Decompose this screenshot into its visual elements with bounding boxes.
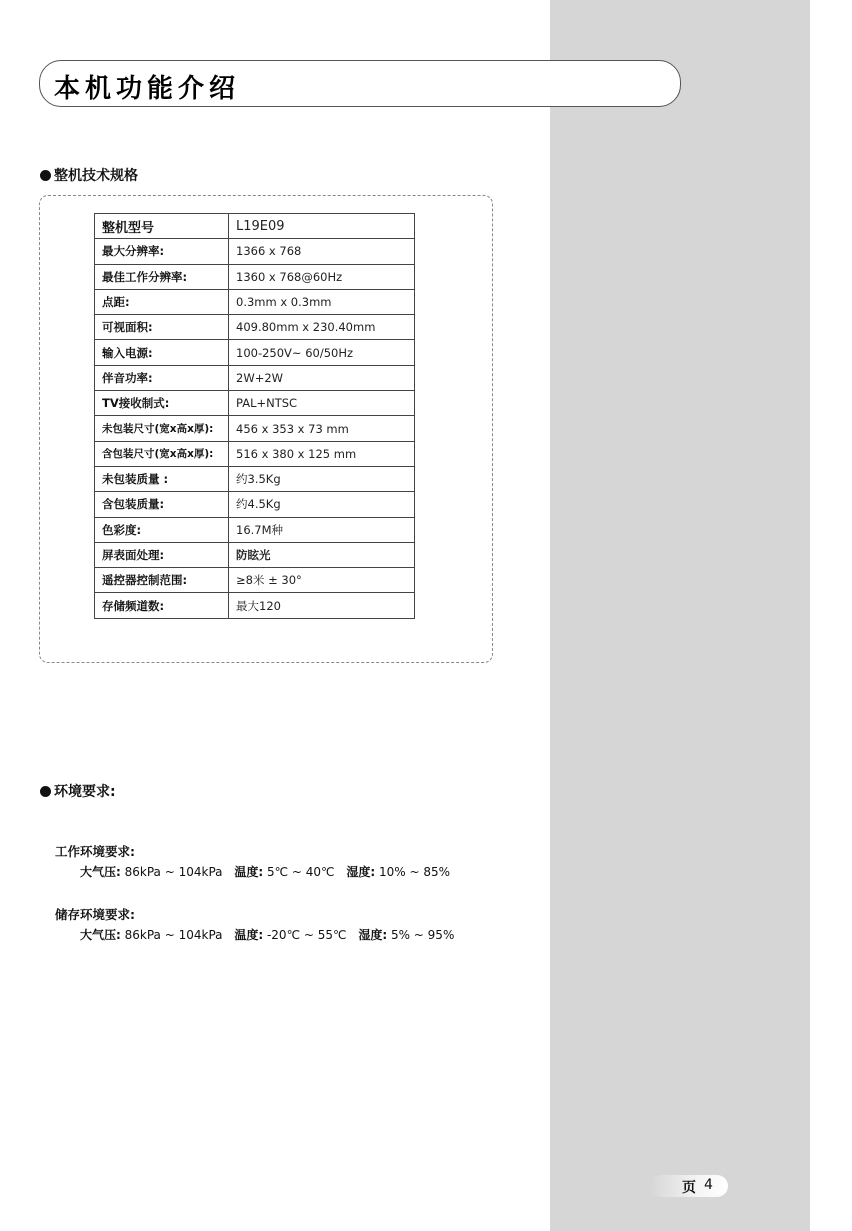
working-env-label: 工作环境要求: — [55, 844, 135, 859]
spec-key: 输入电源: — [95, 340, 229, 365]
humidity-label: 湿度: — [346, 865, 376, 879]
spec-section-heading — [40, 165, 138, 185]
spec-key: 伴音功率: — [95, 365, 229, 390]
spec-key: 未包装质量 : — [95, 466, 229, 491]
humidity-value: 10% ~ 85% — [378, 865, 451, 879]
pressure-label: 大气压: — [80, 928, 121, 942]
env-section-heading — [40, 781, 116, 801]
spec-key: 可视面积: — [95, 315, 229, 340]
spec-key: 存储频道数: — [95, 593, 229, 618]
spec-value: 1366 x 768 — [229, 239, 415, 264]
spec-value: ≥8米 ± 30° — [229, 568, 415, 593]
side-panel — [550, 0, 810, 1231]
page-number: 4 — [704, 1177, 713, 1193]
bullet-icon — [40, 786, 51, 797]
table-row — [95, 466, 415, 491]
spec-heading-text: 整机技术规格 — [54, 168, 138, 184]
table-row — [95, 214, 415, 239]
table-row — [95, 264, 415, 289]
humidity-value: 5% ~ 95% — [390, 928, 455, 942]
spec-value: 100-250V~ 60/50Hz — [229, 340, 415, 365]
spec-value: 防眩光 — [229, 542, 415, 567]
spec-key: 遥控器控制范围: — [95, 568, 229, 593]
storage-env-line — [80, 926, 454, 943]
spec-table — [94, 213, 415, 619]
table-row — [95, 239, 415, 264]
table-row — [95, 568, 415, 593]
table-row — [95, 593, 415, 618]
page-title: 本机功能介绍 — [54, 74, 241, 104]
table-row — [95, 340, 415, 365]
table-row — [95, 391, 415, 416]
spec-value: 409.80mm x 230.40mm — [229, 315, 415, 340]
spec-value: 最大120 — [229, 593, 415, 618]
spec-key: 色彩度: — [95, 517, 229, 542]
table-row — [95, 492, 415, 517]
spec-value: 1360 x 768@60Hz — [229, 264, 415, 289]
table-row — [95, 289, 415, 314]
spec-value: 16.7M种 — [229, 517, 415, 542]
pressure-value: 86kPa ~ 104kPa — [124, 865, 223, 879]
spec-value: PAL+NTSC — [229, 391, 415, 416]
table-row — [95, 416, 415, 441]
spec-value: L19E09 — [229, 214, 415, 239]
table-row — [95, 365, 415, 390]
table-row — [95, 441, 415, 466]
pressure-label: 大气压: — [80, 865, 121, 879]
spec-key: 未包装尺寸(宽x高x厚): — [95, 416, 229, 441]
page-label: 页 — [682, 1180, 696, 1196]
table-row — [95, 517, 415, 542]
working-env-line — [80, 863, 450, 880]
spec-value: 456 x 353 x 73 mm — [229, 416, 415, 441]
spec-key: 最大分辨率: — [95, 239, 229, 264]
spec-key: 含包装尺寸(宽x高x厚): — [95, 441, 229, 466]
spec-key: 最佳工作分辨率: — [95, 264, 229, 289]
spec-key: 整机型号 — [95, 214, 229, 239]
spec-value: 约3.5Kg — [229, 466, 415, 491]
pressure-value: 86kPa ~ 104kPa — [124, 928, 223, 942]
bullet-icon — [40, 170, 51, 181]
temp-label: 温度: — [234, 928, 264, 942]
storage-env-label: 储存环境要求: — [55, 907, 135, 922]
humidity-label: 湿度: — [358, 928, 388, 942]
table-row — [95, 542, 415, 567]
spec-key: 点距: — [95, 289, 229, 314]
temp-value: 5℃ ~ 40℃ — [266, 865, 335, 879]
spec-key: 含包装质量: — [95, 492, 229, 517]
spec-key: TV接收制式: — [95, 391, 229, 416]
temp-label: 温度: — [234, 865, 264, 879]
spec-value: 2W+2W — [229, 365, 415, 390]
temp-value: -20℃ ~ 55℃ — [266, 928, 347, 942]
spec-value: 0.3mm x 0.3mm — [229, 289, 415, 314]
spec-value: 516 x 380 x 125 mm — [229, 441, 415, 466]
spec-key: 屏表面处理: — [95, 542, 229, 567]
spec-value: 约4.5Kg — [229, 492, 415, 517]
env-heading-text: 环境要求: — [54, 784, 116, 800]
title-box — [39, 60, 681, 107]
table-row — [95, 315, 415, 340]
